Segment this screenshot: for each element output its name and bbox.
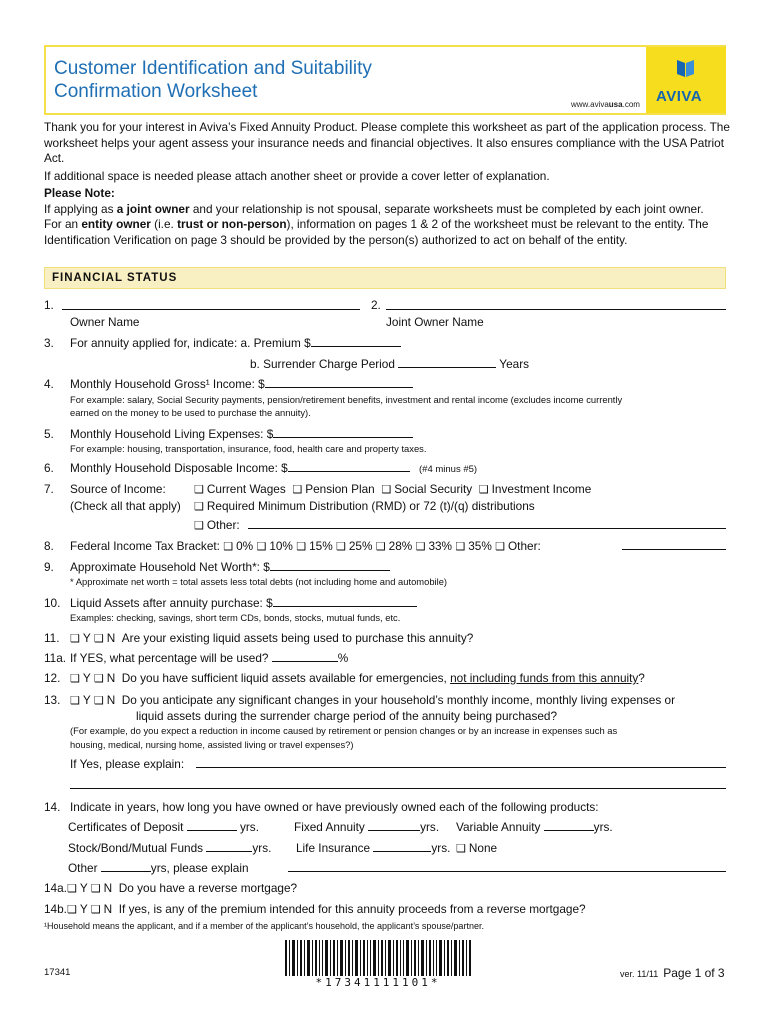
worksheet-page: Customer Identification and Suitability Confirmation Worksheet www.avivausa.com AVIVA Thank you for your interest in Aviva’s Fixed Annuity Product. Please complete this worksheet as part of the application process. The worksheet helps your agent assess your insurance needs and financial objectives. It also ensures compliance with the USA Patriot Act. If additional space is needed please attach another sheet or provide a cover letter of explanation. Please Note: If applying as a joint owner and your relationship is not spousal, separate worksheets must be completed by each joint owner. For an entity owner (i.e. trust or non-person), information on pages 1 & 2 of the worksheet must be relevant to the entity. The Identification Verification on page 3 should be provided by the person(s) authorized to act on behalf of the entity. FINANCIAL STATUS 1. Owner Name 2. Joint Owner Name 3. For annuity applied for, indicate: a. Premium $ b. Surrender Charge Period Years 4. Monthly Household Gross¹ Income: $ For example: salary, Social Security payments, pension/retirement benefits, investment and rental income (excludes income currently earned on the money to be used to purchase the annuity). 5. Monthly Household Living Expenses: $ For example: housing, transportation, insurance, food, health care and property taxes. 6. Monthly Household Disposable Income: $ (#4 minus #5) 7. Source of Income: (Check all that apply) ❑ Current Wages ❑ Pension Plan ❑ Social Security ❑ Investment Income ❑ Required Minimum Distribution (RMD) or 72 (t)/(q) distributions ❑ Other: 8. Federal Income Tax Bracket: ❑ 0% ❑ 10% ❑ 15% ❑ 25% ❑ 28% ❑ 33% ❑ 35% ❑ Other: 9. Approximate Household Net Worth*: $ * Approximate net worth = total assets less total debts (not including home and automobile) 10. Liquid Assets after annuity purchase: $ Examples: checking, savings, short term CDs, bonds, stocks, mutual funds, etc. 11. ❑ Y ❑ N Are your existing liquid assets being used to purchase this annuity? 11a. If YES, what percentage will be used? % 12. ❑ Y ❑ N Do you have sufficient liquid assets available for emergencies, not including funds from this annuity? 13. ❑ Y ❑ N Do you anticipate any significant changes in your household’s monthly income, monthly living expenses or liquid assets during the surrender charge period of the annuity being purchased? (For example, do you expect a reduction in income caused by retirement or pension changes or by an increase in expenses such as housing, medical, nursing home, assisted living or travel expenses?) If Yes, please explain: 14. Indicate in years, how long you have owned or have previously owned each of the following products: Certificates of Deposit yrs. Fixed Annuity yrs. Variable Annuity yrs. Stock/Bond/Mutual Funds yrs. Life Insurance yrs. ❑ None Other yrs, please explain 14a.❑ Y ❑ N Do you have a reverse mortgage? 14b.❑ Y ❑ N If yes, is any of the premium intended for this annuity proceeds from a reverse mortgage? ¹Household means the applicant, and if a member of the applicant’s household, the applicant’s spouse/partner. 17341 *17341111101* ver. 11/11 Page 1 of 3: [0, 0, 770, 1024]
checkbox-q14a-yes[interactable]: ❑ Y: [66, 881, 88, 895]
q14b-row: 14b.❑ Y ❑ N If yes, is any of the premium intended for this annuity proceeds from a reverse mortgage?: [44, 902, 586, 916]
q14-row2: Stock/Bond/Mutual Funds yrs.: [68, 841, 272, 855]
owner-name-label: Owner Name: [70, 315, 140, 329]
aviva-logo-icon: [675, 58, 695, 78]
checkbox-investment-income[interactable]: ❑ Investment Income: [478, 482, 592, 496]
checkbox-income-other[interactable]: ❑ Other:: [194, 518, 240, 532]
form-number: 17341: [44, 967, 71, 978]
checkbox-tax-33[interactable]: ❑ 33%: [415, 539, 453, 553]
checkbox-tax-10[interactable]: ❑ 10%: [256, 539, 293, 553]
tax-other-field[interactable]: [622, 549, 726, 550]
other-explain-field[interactable]: [288, 871, 726, 872]
checkbox-tax-0[interactable]: ❑ 0%: [223, 539, 254, 553]
checkbox-tax-28[interactable]: ❑ 28%: [375, 539, 413, 553]
checkbox-pension-plan[interactable]: ❑ Pension Plan: [292, 482, 375, 496]
cd-years-field[interactable]: [187, 820, 237, 831]
page-number: Page 1 of 3: [663, 966, 725, 980]
disposable-income-field[interactable]: [288, 461, 410, 472]
checkbox-social-security[interactable]: ❑ Social Security: [381, 482, 473, 496]
q5-label: Monthly Household Living Expenses: $: [70, 427, 413, 441]
joint-owner-name-label: Joint Owner Name: [386, 315, 484, 329]
living-expenses-field[interactable]: [273, 427, 413, 438]
other-years-field[interactable]: [101, 861, 151, 872]
please-note: Please Note:: [44, 186, 115, 200]
income-other-field[interactable]: [248, 528, 726, 529]
liquid-assets-field[interactable]: [273, 596, 417, 607]
checkbox-rmd[interactable]: ❑ Required Minimum Distribution (RMD) or 72 (t)/(q) distributions: [194, 499, 535, 513]
checkbox-q13-no[interactable]: ❑ N: [93, 693, 116, 707]
gross-income-field[interactable]: [265, 377, 413, 388]
checkbox-q11-yes[interactable]: ❑ Y: [70, 631, 91, 645]
fixed-annuity-years-field[interactable]: [368, 820, 420, 831]
owner-name-field[interactable]: [62, 309, 360, 310]
checkbox-tax-35[interactable]: ❑ 35%: [455, 539, 492, 553]
explain-field-1[interactable]: [196, 767, 726, 768]
q11a-row: If YES, what percentage will be used? %: [70, 651, 349, 665]
checkbox-current-wages[interactable]: ❑ Current Wages: [194, 482, 286, 496]
checkbox-q14-none[interactable]: ❑ None: [456, 841, 498, 855]
q12-row: ❑ Y ❑ N Do you have sufficient liquid assets available for emergencies, not including funds from this annuity?: [70, 671, 645, 685]
intro: [44, 120, 734, 248]
surrender-period-field[interactable]: [398, 357, 496, 368]
q14-life: Life Insurance yrs.: [296, 841, 451, 855]
percentage-field[interactable]: [272, 651, 338, 662]
q13-row: ❑ Y ❑ N Do you anticipate any significant changes in your household’s monthly income, monthly living expenses or: [70, 693, 676, 707]
joint-owner-note: If applying as a joint owner and your relationship is not spousal, separate worksheets must be completed by each joint owner.: [44, 201, 704, 216]
entity-owner-note: For an entity owner (i.e. trust or non-person), information on pages 1 & 2 of the worksheet must be relevant to the entity. The Identification Verification on page 3 should be provided by the person(s) authorized to act on behalf of the entity.: [44, 217, 709, 247]
stock-years-field[interactable]: [206, 841, 252, 852]
q4-label: Monthly Household Gross¹ Income: $: [70, 377, 413, 391]
q14-row3: Other yrs, please explain: [68, 861, 249, 875]
q3-premium-label: For annuity applied for, indicate: a. Premium $: [70, 336, 401, 350]
explain-field-2[interactable]: [70, 788, 726, 789]
barcode-text: *17341111101*: [315, 976, 441, 989]
q10-label: Liquid Assets after annuity purchase: $: [70, 596, 417, 610]
q6-label: Monthly Household Disposable Income: $ (#4 minus #5): [70, 461, 478, 475]
premium-field[interactable]: [311, 336, 401, 347]
net-worth-field[interactable]: [270, 560, 390, 571]
footnote: ¹Household means the applicant, and if a member of the applicant’s household, the applicant’s spouse/partner.: [44, 921, 484, 931]
joint-owner-name-field[interactable]: [386, 309, 726, 310]
variable-annuity-years-field[interactable]: [544, 820, 594, 831]
checkbox-q14b-no[interactable]: ❑ N: [90, 902, 113, 916]
checkbox-q12-yes[interactable]: ❑ Y: [70, 671, 91, 685]
income-source-options: [194, 482, 591, 496]
checkbox-q11-no[interactable]: ❑ N: [93, 631, 116, 645]
q9-label: Approximate Household Net Worth*: $: [70, 560, 390, 574]
checkbox-q14b-yes[interactable]: ❑ Y: [66, 902, 88, 916]
barcode: [285, 940, 471, 976]
checkbox-q14a-no[interactable]: ❑ N: [90, 881, 113, 895]
checkbox-tax-25[interactable]: ❑ 25%: [336, 539, 373, 553]
page-title: Customer Identification and Suitability Confirmation Worksheet: [54, 58, 372, 102]
tax-bracket-row: Federal Income Tax Bracket: ❑ 0% ❑ 10% ❑ 15% ❑ 25% ❑ 28% ❑ 33% ❑ 35% ❑ Other:: [70, 539, 541, 553]
section-header: FINANCIAL STATUS: [44, 267, 726, 289]
checkbox-tax-15[interactable]: ❑ 15%: [296, 539, 333, 553]
q14a-row: 14a.❑ Y ❑ N Do you have a reverse mortgage?: [44, 881, 298, 895]
q14-fixed: Fixed Annuity yrs.: [294, 820, 440, 834]
logo-text: AVIVA: [656, 88, 703, 105]
intro-paragraph: Thank you for your interest in Aviva’s Fixed Annuity Product. Please complete this worksheet as part of the application process. The worksheet helps your agent assess your insurance needs and financial objectives. It also ensures compliance with the USA Patriot Act.: [44, 120, 730, 165]
q14-row1: Certificates of Deposit yrs.: [68, 820, 259, 834]
checkbox-q12-no[interactable]: ❑ N: [93, 671, 116, 685]
website-url[interactable]: www.avivausa.com: [571, 100, 640, 109]
q11-row: ❑ Y ❑ N Are your existing liquid assets being used to purchase this annuity?: [70, 631, 474, 645]
checkbox-tax-other[interactable]: ❑ Other:: [495, 539, 541, 553]
intro-note: If additional space is needed please attach another sheet or provide a cover letter of explanation.: [44, 168, 550, 183]
q3-surrender-label: b. Surrender Charge Period Years: [250, 357, 530, 371]
life-insurance-years-field[interactable]: [373, 841, 431, 852]
checkbox-q13-yes[interactable]: ❑ Y: [70, 693, 91, 707]
aviva-logo: [646, 47, 726, 113]
q14-variable: Variable Annuity yrs.: [456, 820, 613, 834]
header: [44, 45, 726, 115]
version-page: ver. 11/11 Page 1 of 3: [620, 966, 725, 980]
